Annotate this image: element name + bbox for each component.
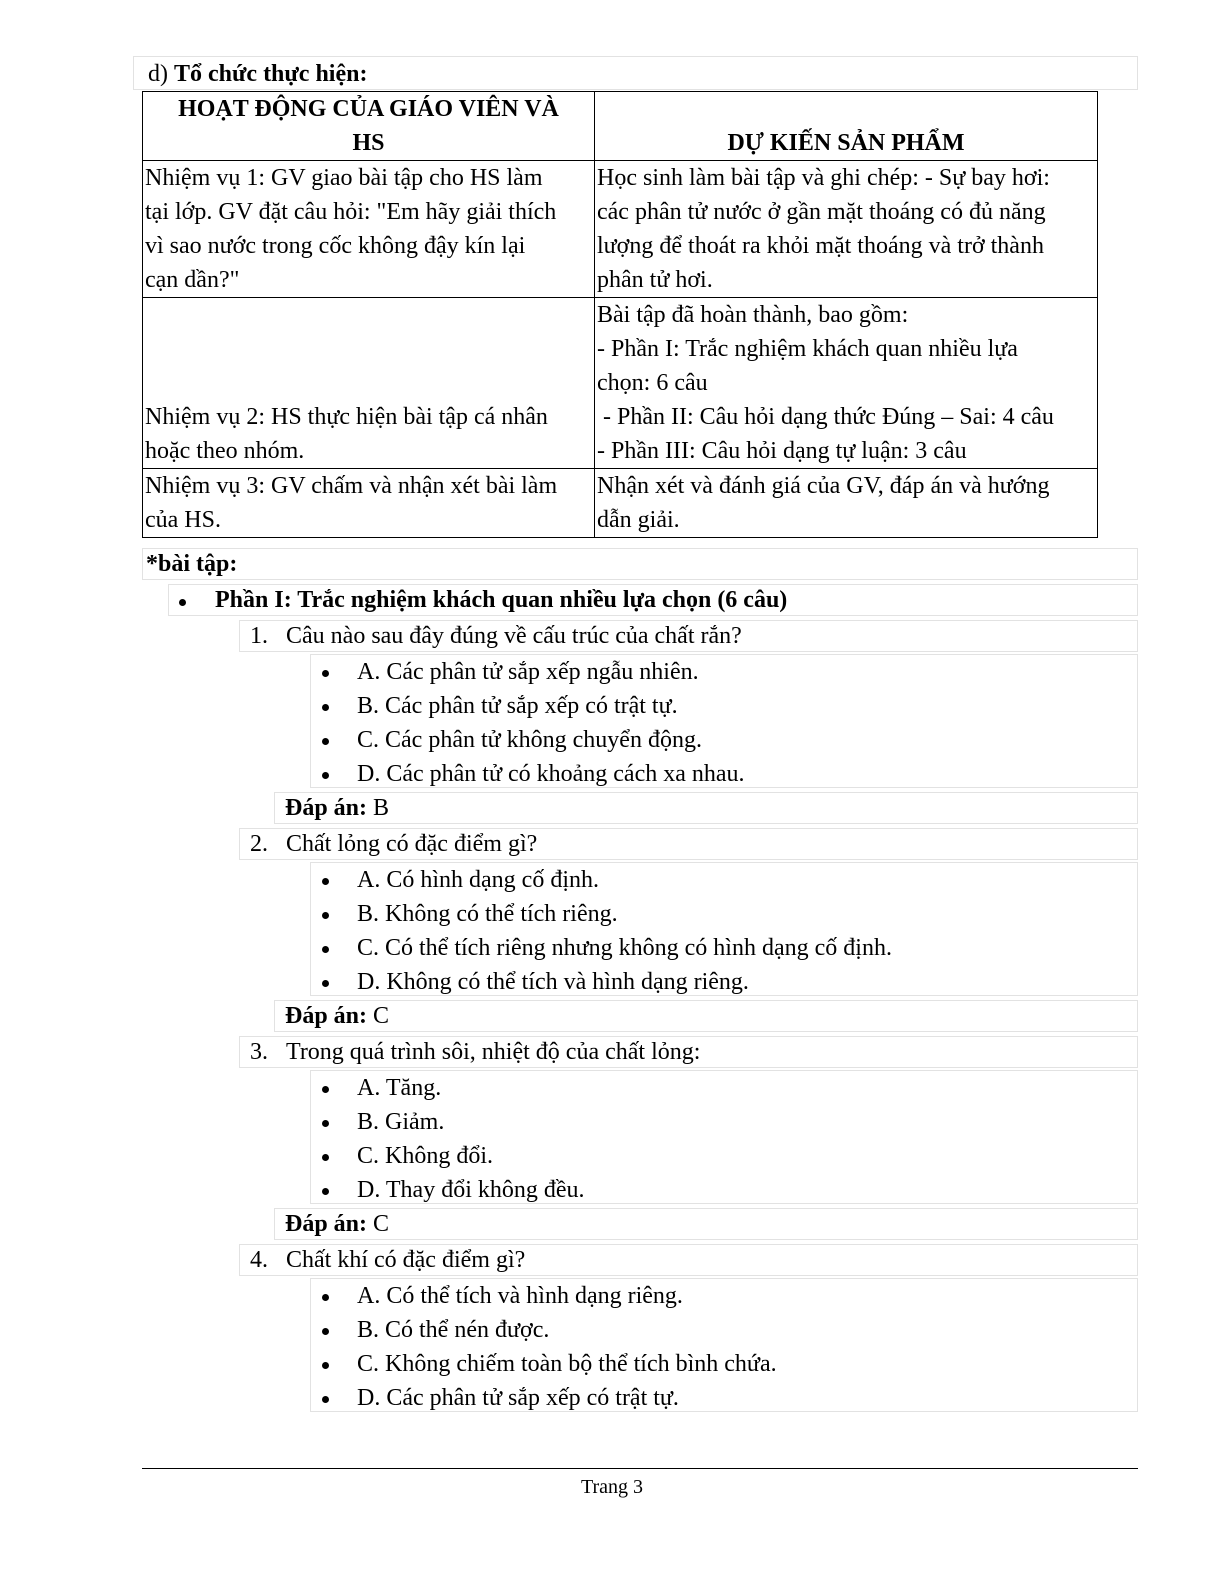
cell-line: chọn: 6 câu [597,370,708,396]
bullet-icon [322,946,329,953]
answer-label: Đáp án: [285,1211,368,1237]
bullet-icon [322,1188,329,1195]
footer-rule [142,1468,1138,1469]
bullet-icon [322,670,329,677]
cell-line: tại lớp. GV đặt câu hỏi: "Em hãy giải thích [145,199,557,225]
option-item: B. Không có thể tích riêng. [357,901,618,927]
bullet-icon [179,599,186,606]
option-item: A. Tăng. [357,1075,442,1101]
cell-line: - Phần I: Trắc nghiệm khách quan nhiều lựa [597,336,1018,362]
product-2-cell [595,298,1098,469]
product-1-cell [595,161,1098,298]
cell-line: các phân tử nước ở gần mặt thoáng có đủ năng [597,199,1046,225]
answer-label: Đáp án: [285,795,368,821]
answer-3 [274,1208,1138,1240]
option-item: D. Các phân tử có khoảng cách xa nhau. [357,761,745,787]
question-4-options [310,1278,1138,1412]
cell-line: - Phần III: Câu hỏi dạng tự luận: 3 câu [597,438,967,464]
option-item: B. Giảm. [357,1109,445,1135]
cell-line: Bài tập đã hoàn thành, bao gồm: [597,302,909,328]
answer-1 [274,792,1138,824]
cell-line: Nhận xét và đánh giá của GV, đáp án và hướng [597,473,1050,499]
bullet-icon [322,704,329,711]
cell-line: Nhiệm vụ 1: GV giao bài tập cho HS làm [145,165,543,191]
cell-line: Nhiệm vụ 2: HS thực hiện bài tập cá nhân [145,404,548,430]
option-item: D. Các phân tử sắp xếp có trật tự. [357,1385,679,1411]
task-1-cell [143,161,595,298]
header-left-line: HOẠT ĐỘNG CỦA GIÁO VIÊN VÀ [178,96,559,122]
question-2-options [310,862,1138,996]
cell-line: phân tử hơi. [597,267,713,293]
question-text: Trong quá trình sôi, nhiệt độ của chất lỏng: [286,1039,701,1065]
question-text: Chất lỏng có đặc điểm gì? [286,831,538,857]
section-d-prefix: d) [148,61,168,87]
bullet-icon [322,878,329,885]
table-row [143,298,1098,469]
bullet-icon [322,772,329,779]
bullet-icon [322,912,329,919]
product-3-cell [595,469,1098,538]
option-item: D. Không có thể tích và hình dạng riêng. [357,969,749,995]
question-4 [239,1244,1138,1276]
table-row [143,469,1098,538]
bullet-icon [322,1396,329,1403]
bullet-icon [322,980,329,987]
option-item: B. Có thể nén được. [357,1317,550,1343]
bullet-icon [322,738,329,745]
question-number: 2. [250,831,268,857]
answer-value: C [373,1211,390,1237]
option-item: A. Các phân tử sắp xếp ngẫu nhiên. [357,659,699,685]
exercises-heading-box [142,548,1138,580]
option-item: C. Không chiếm toàn bộ thể tích bình chứa. [357,1351,777,1377]
option-item: B. Các phân tử sắp xếp có trật tự. [357,693,678,719]
question-number: 1. [250,623,268,649]
header-right-line: DỰ KIẾN SẢN PHẨM [727,130,965,156]
answer-value: C [373,1003,390,1029]
task-2-cell [143,298,595,469]
cell-line: vì sao nước trong cốc không đậy kín lại [145,233,526,259]
bullet-icon [322,1328,329,1335]
cell-line: Nhiệm vụ 3: GV chấm và nhận xét bài làm [145,473,558,499]
question-number: 4. [250,1247,268,1273]
question-text: Câu nào sau đây đúng về cấu trúc của chất rắn? [286,623,742,649]
answer-2 [274,1000,1138,1032]
answer-value: B [373,795,390,821]
section-d-heading [133,56,1138,90]
cell-line: lượng để thoát ra khỏi mặt thoáng và trở thành [597,233,1044,259]
option-item: A. Có hình dạng cố định. [357,867,599,893]
option-item: A. Có thể tích và hình dạng riêng. [357,1283,683,1309]
cell-line: cạn dần?" [145,267,240,293]
question-1-options [310,654,1138,788]
activity-table [142,91,1098,538]
bullet-icon [322,1086,329,1093]
part1-heading-box [168,584,1138,616]
cell-line: dẫn giải. [597,507,680,533]
question-3 [239,1036,1138,1068]
part1-title: Phần I: Trắc nghiệm khách quan nhiều lựa chọn (6 câu) [215,587,788,613]
option-item: C. Không đổi. [357,1143,494,1169]
answer-label: Đáp án: [285,1003,368,1029]
option-item: D. Thay đổi không đều. [357,1177,585,1203]
question-1 [239,620,1138,652]
question-number: 3. [250,1039,268,1065]
option-item: C. Các phân tử không chuyển động. [357,727,702,753]
header-teacher-student-activity [143,92,595,161]
bullet-icon [322,1294,329,1301]
question-text: Chất khí có đặc điểm gì? [286,1247,526,1273]
bullet-icon [322,1362,329,1369]
page-number: Trang 3 [580,1476,644,1498]
cell-line: của HS. [145,507,221,533]
bullet-icon [322,1154,329,1161]
cell-line: - Phần II: Câu hỏi dạng thức Đúng – Sai: 4 câu [597,404,1054,430]
header-left-line: HS [352,130,385,156]
exercises-heading: *bài tập: [146,551,238,577]
question-2 [239,828,1138,860]
question-3-options [310,1070,1138,1204]
cell-line: Học sinh làm bài tập và ghi chép: - Sự bay hơi: [597,165,1050,191]
section-d-title: Tổ chức thực hiện: [174,61,368,87]
option-item: C. Có thể tích riêng nhưng không có hình dạng cố định. [357,935,892,961]
header-expected-product [595,92,1098,161]
task-3-cell [143,469,595,538]
table-row [143,161,1098,298]
cell-line: hoặc theo nhóm. [145,438,305,464]
table-header-row [143,92,1098,161]
bullet-icon [322,1120,329,1127]
